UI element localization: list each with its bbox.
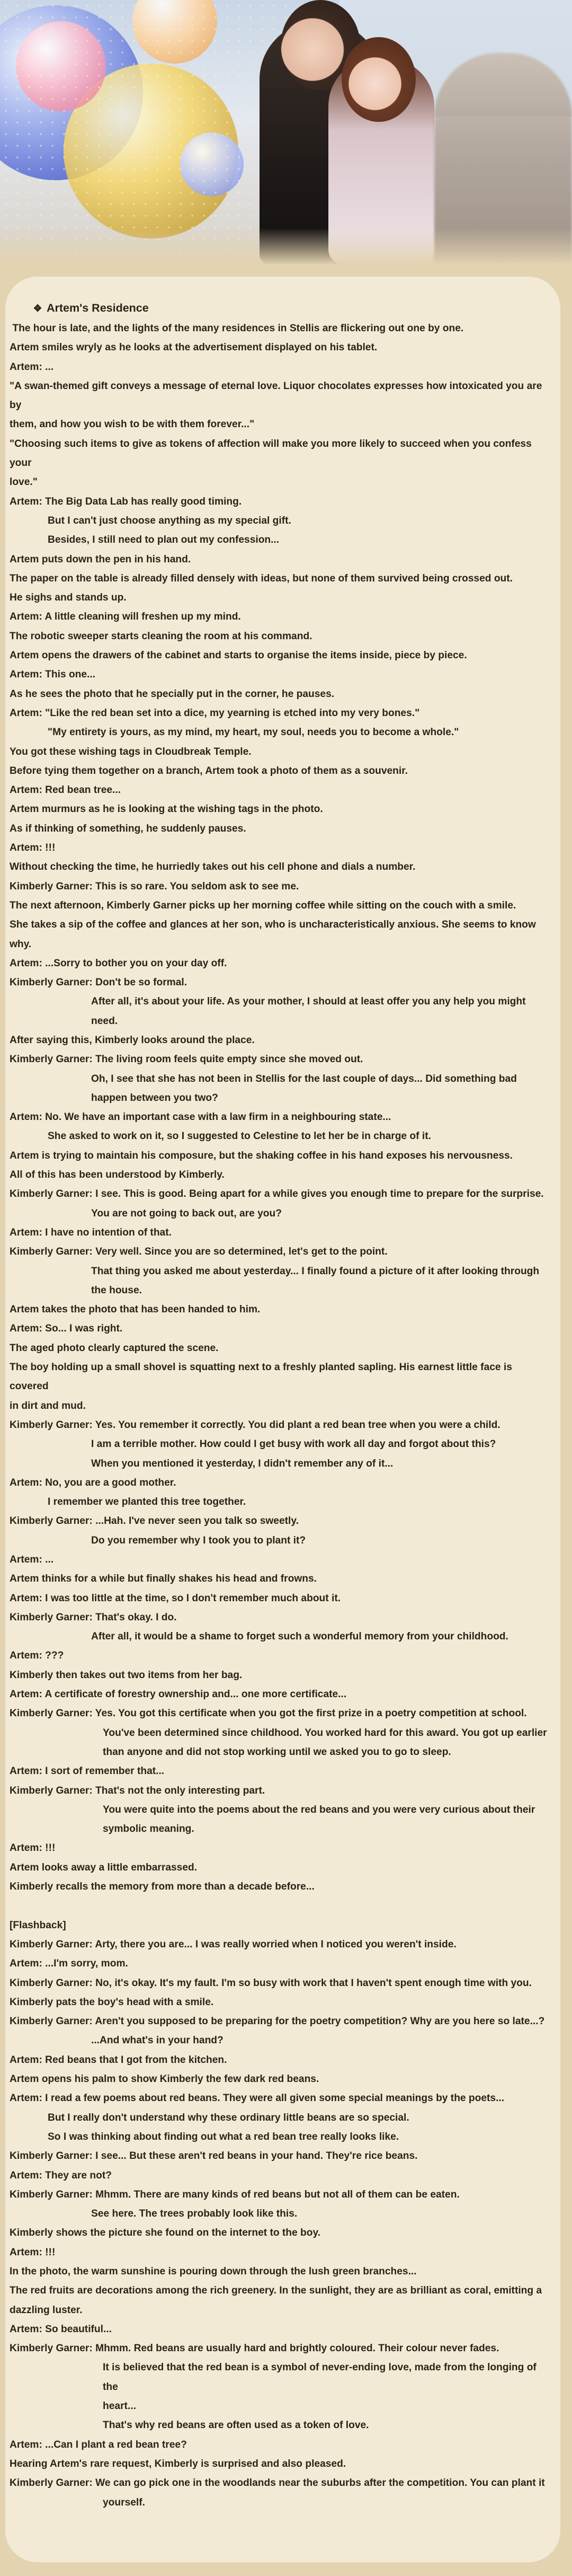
- story-line: Artem: I was too little at the time, so I don't remember much about it.: [10, 1592, 341, 1604]
- story-line: Kimberly Garner: Don't be so formal.: [10, 977, 187, 989]
- story-line: That thing you asked me about yesterday... I finally found a picture of it after looking through: [91, 1265, 540, 1277]
- story-line: You got these wishing tags in Cloudbreak Temple.: [10, 746, 252, 757]
- story-line: "My entirety is yours, as my mind, my heart, my soul, needs you to become a whole.": [48, 727, 459, 738]
- story-line: [Flashback]: [10, 1919, 66, 1931]
- story-line: See here. The trees probably look like this.: [91, 2208, 298, 2220]
- story-line: That's why red beans are often used as a token of love.: [103, 2420, 369, 2431]
- story-line: Hearing Artem's rare request, Kimberly is surprised and also pleased.: [10, 2458, 346, 2469]
- story-line: Kimberly shows the picture she found on the internet to the boy.: [10, 2227, 321, 2239]
- story-line: yourself.: [103, 2496, 145, 2508]
- story-line: Without checking the time, he hurriedly takes out his cell phone and dials a number.: [10, 861, 416, 873]
- story-line: Artem: This one...: [10, 669, 96, 681]
- story-line: happen between you two?: [91, 1092, 218, 1104]
- story-line: Kimberly Garner: Aren't you supposed to be preparing for the poetry competition? Why are you here so late...?: [10, 2016, 545, 2027]
- banner-fade: [0, 228, 572, 265]
- story-line: Artem looks away a little embarrassed.: [10, 1862, 198, 1873]
- story-lines: [10, 319, 550, 2512]
- story-line: love.": [10, 477, 38, 488]
- story-line: You've been determined since childhood. You worked hard for this award. You got up earlier: [103, 1727, 547, 1739]
- woman-head: [342, 37, 416, 122]
- story-line: Besides, I still need to plan out my confession...: [48, 534, 280, 546]
- story-line: In the photo, the warm sunshine is pouring down through the lush green branches...: [10, 2265, 417, 2277]
- story-line: dazzling luster.: [10, 2304, 83, 2316]
- story-line: Artem: !!!: [10, 842, 56, 854]
- scene-title-text: Artem's Residence: [47, 302, 149, 314]
- story-line: heart...: [103, 2401, 136, 2412]
- story-line: Artem thinks for a while but finally shakes his head and frowns.: [10, 1573, 317, 1585]
- story-line: in dirt and mud.: [10, 1400, 86, 1411]
- story-line: After all, it would be a shame to forget such a wonderful memory from your childhood.: [91, 1631, 508, 1643]
- story-line: Artem opens his palm to show Kimberly the few dark red beans.: [10, 2074, 319, 2085]
- story-line: than anyone and did not stop working until we asked you to go to sleep.: [103, 1746, 451, 1758]
- illustration-banner: [0, 0, 572, 265]
- story-line: Kimberly Garner: Arty, there you are... I was really worried when I noticed you weren't inside.: [10, 1938, 457, 1950]
- story-line: Kimberly Garner: That's not the only interesting part.: [10, 1785, 265, 1796]
- story-line: All of this has been understood by Kimberly.: [10, 1169, 225, 1181]
- story-line: I am a terrible mother. How could I get busy with work all day and forgot about this?: [91, 1439, 496, 1450]
- story-line: "A swan-themed gift conveys a message of eternal love. Liquor chocolates expresses how intoxicated you are by: [10, 380, 545, 411]
- story-line: Artem: I have no intention of that.: [10, 1227, 172, 1238]
- story-line: the house.: [91, 1284, 142, 1296]
- story-line: Artem: So... I was right.: [10, 1323, 123, 1335]
- story-line: The red fruits are decorations among the rich greenery. In the sunlight, they are as brilliant as coral, emitting a: [10, 2285, 542, 2297]
- story-line: As he sees the photo that he specially put in the corner, he pauses.: [10, 688, 335, 700]
- story-line: Artem puts down the pen in his hand.: [10, 553, 191, 565]
- story-line: She takes a sip of the coffee and glances at her son, who is uncharacteristically anxious. She seems to know why.: [10, 919, 539, 950]
- story-line: Kimberly Garner: I see... But these aren't red beans in your hand. They're rice beans.: [10, 2150, 418, 2162]
- clover-icon: ❖: [33, 303, 42, 314]
- story-line: Kimberly Garner: Mhmm. Red beans are usually hard and brightly coloured. Their colour never fades.: [10, 2343, 499, 2354]
- story-line: Artem: ...: [10, 361, 54, 373]
- story-line: Kimberly then takes out two items from her bag.: [10, 1669, 243, 1681]
- story-line: The hour is late, and the lights of the many residences in Stellis are flickering out one by one.: [10, 323, 464, 334]
- story-line: You are not going to back out, are you?: [91, 1207, 282, 1219]
- story-line: The next afternoon, Kimberly Garner picks up her morning coffee while sitting on the couch with a smile.: [10, 899, 516, 911]
- story-line: Artem: ...I'm sorry, mom.: [10, 1958, 128, 1970]
- couple-illustration: [249, 0, 440, 265]
- story-line: Artem smiles wryly as he looks at the advertisement displayed on his tablet.: [10, 342, 378, 354]
- story-line: Kimberly Garner: Yes. You remember it correctly. You did plant a red bean tree when you were a child.: [10, 1419, 501, 1431]
- story-line: Kimberly Garner: ...Hah. I've never seen you talk so sweetly.: [10, 1515, 299, 1527]
- story-line: Kimberly pats the boy's head with a smile.: [10, 1996, 214, 2008]
- story-line: Artem: The Big Data Lab has really good timing.: [10, 496, 242, 507]
- story-line: As if thinking of something, he suddenly pauses.: [10, 823, 246, 834]
- story-line: Artem: Red beans that I got from the kitchen.: [10, 2054, 227, 2066]
- story-line: Artem: Red bean tree...: [10, 784, 121, 796]
- story-line: Artem: So beautiful...: [10, 2323, 112, 2335]
- story-line: Artem takes the photo that has been handed to him.: [10, 1304, 261, 1316]
- story-line: She asked to work on it, so I suggested to Celestine to let her be in charge of it.: [48, 1131, 431, 1142]
- story-line: Kimberly Garner: This is so rare. You seldom ask to see me.: [10, 880, 299, 892]
- story-line: "Choosing such items to give as tokens of affection will make you more likely to succeed when you confess your: [10, 438, 535, 469]
- story-line: Artem murmurs as he is looking at the wishing tags in the photo.: [10, 804, 323, 815]
- story-line: them, and how you wish to be with them forever...": [10, 419, 255, 430]
- story-line: It is believed that the red bean is a symbol of never-ending love, made from the longing of the: [103, 2362, 540, 2393]
- story-line: The robotic sweeper starts cleaning the room at his command.: [10, 630, 312, 642]
- story-line: Kimberly Garner: No, it's okay. It's my fault. I'm so busy with work that I haven't spent enough time with you.: [10, 1977, 532, 1989]
- story-line: need.: [91, 1015, 118, 1027]
- story-line: The paper on the table is already filled densely with ideas, but none of them survived being crossed out.: [10, 572, 513, 584]
- story-line: Artem: No, you are a good mother.: [10, 1477, 176, 1488]
- story-line: Artem: ...Sorry to bother you on your day off.: [10, 957, 227, 969]
- story-line: Artem: ???: [10, 1650, 64, 1662]
- story-line: Kimberly Garner: We can go pick one in the woodlands near the suburbs after the competition. You can plant it: [10, 2477, 545, 2489]
- story-line: After all, it's about your life. As your mother, I should at least offer you any help you might: [91, 996, 526, 1008]
- scene-title: [32, 299, 560, 317]
- story-line: ...And what's in your hand?: [91, 2035, 224, 2046]
- story-line: I remember we planted this tree together.: [48, 1496, 246, 1508]
- story-line: Artem: A certificate of forestry ownership and... one more certificate...: [10, 1689, 347, 1700]
- story-line: Kimberly recalls the memory from more than a decade before...: [10, 1881, 315, 1893]
- story-line: Kimberly Garner: Very well. Since you are so determined, let's get to the point.: [10, 1246, 388, 1258]
- story-line: symbolic meaning.: [103, 1823, 194, 1835]
- story-line: Kimberly Garner: Yes. You got this certificate when you got the first prize in a poetry competition at school.: [10, 1708, 527, 1719]
- story-line: Kimberly Garner: Mhmm. There are many kinds of red beans but not all of them can be eaten.: [10, 2189, 460, 2200]
- story-line: Oh, I see that she has not been in Stellis for the last couple of days... Did something bad: [91, 1073, 517, 1084]
- story-line: Artem: ...Can I plant a red bean tree?: [10, 2439, 187, 2450]
- story-line: Artem: No. We have an important case with a law firm in a neighbouring state...: [10, 1111, 391, 1123]
- story-line: Do you remember why I took you to plant it?: [91, 1534, 306, 1546]
- story-line: Artem: I read a few poems about red beans. They were all given some special meanings by the poets...: [10, 2093, 505, 2104]
- story-line: Artem: ...: [10, 1554, 54, 1565]
- story-line: Kimberly Garner: I see. This is good. Being apart for a while gives you enough time to prepare for the surprise.: [10, 1188, 544, 1200]
- story-line: Artem: A little cleaning will freshen up my mind.: [10, 611, 241, 623]
- story-line: The aged photo clearly captured the scene.: [10, 1342, 219, 1354]
- blank-line: [10, 1896, 550, 1916]
- story-panel: [5, 277, 560, 2562]
- story-line: Artem: !!!: [10, 1842, 56, 1854]
- story-line: The boy holding up a small shovel is squatting next to a freshly planted sapling. His earnest little face is covered: [10, 1362, 515, 1392]
- story-line: Artem: They are not?: [10, 2169, 112, 2181]
- story-line: Kimberly Garner: The living room feels quite empty since she moved out.: [10, 1054, 363, 1065]
- story-line: But I can't just choose anything as my special gift.: [48, 515, 291, 526]
- story-line: When you mentioned it yesterday, I didn't remember any of it...: [91, 1458, 394, 1469]
- story-line: Artem: "Like the red bean set into a dice, my yearning is etched into my very bones.": [10, 707, 420, 719]
- story-line: But I really don't understand why these ordinary little beans are so special.: [48, 2112, 409, 2123]
- story-line: Artem is trying to maintain his composure, but the shaking coffee in his hand exposes his nervousness.: [10, 1150, 513, 1161]
- story-line: Artem opens the drawers of the cabinet and starts to organise the items inside, piece by piece.: [10, 650, 467, 661]
- story-line: So I was thinking about finding out what a red bean tree really looks like.: [48, 2131, 399, 2142]
- story-line: Kimberly Garner: That's okay. I do.: [10, 1611, 177, 1623]
- story-line: After saying this, Kimberly looks around the place.: [10, 1034, 255, 1046]
- story-line: Artem: !!!: [10, 2246, 56, 2258]
- story-line: Before tying them together on a branch, Artem took a photo of them as a souvenir.: [10, 765, 408, 777]
- story-line: He sighs and stands up.: [10, 592, 127, 604]
- story-line: Artem: I sort of remember that...: [10, 1766, 165, 1777]
- story-line: You were quite into the poems about the red beans and you were very curious about their: [103, 1804, 535, 1815]
